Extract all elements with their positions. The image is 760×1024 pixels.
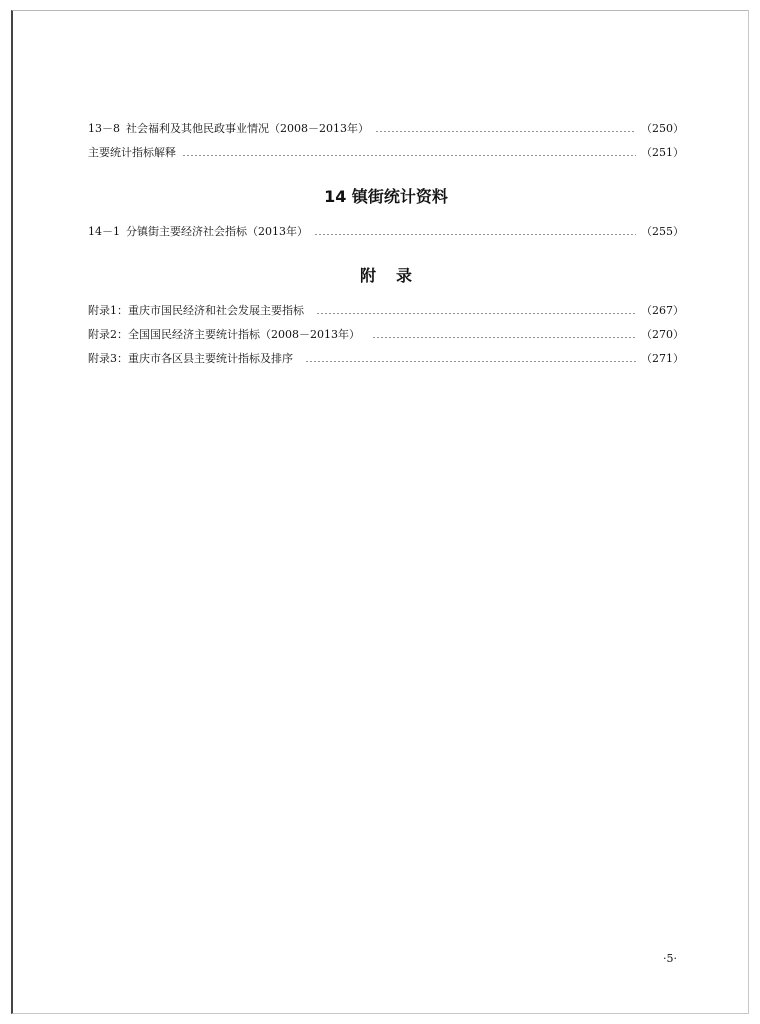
toc-leader-dots <box>375 131 636 132</box>
toc-entry-indicator-explanation[interactable] <box>88 144 684 162</box>
toc-entry-number: 13－8 <box>88 122 120 135</box>
section-14-heading: 14 镇街统计资料 <box>324 187 448 206</box>
toc-leader-dots <box>372 337 636 338</box>
toc-entry-appendix-3[interactable] <box>88 350 684 368</box>
toc-entry-appendix-2[interactable] <box>88 326 684 344</box>
toc-entry-page: （250） <box>641 122 684 135</box>
toc-leader-dots <box>182 155 636 156</box>
toc-entry-page: （255） <box>641 225 684 238</box>
toc-entry-14-1[interactable] <box>88 223 684 241</box>
toc-entry-page: （267） <box>641 304 684 317</box>
toc-leader-dots <box>314 234 636 235</box>
toc-entry-number: 14－1 <box>88 225 120 238</box>
toc-entry-page: （251） <box>641 146 684 159</box>
toc-entry-page: （270） <box>641 328 684 341</box>
toc-entry-appendix-1[interactable] <box>88 302 684 320</box>
toc-entry-title: 附录1：重庆市国民经济和社会发展主要指标 <box>88 304 304 317</box>
toc-entry-title: 社会福利及其他民政事业情况（2008－2013年） <box>126 122 369 135</box>
toc-entry-title: 分镇街主要经济社会指标（2013年） <box>126 225 308 238</box>
toc-leader-dots <box>305 361 636 362</box>
page-number: ·5· <box>663 952 677 965</box>
toc-entry-page: （271） <box>641 352 684 365</box>
toc-leader-dots <box>316 313 636 314</box>
toc-entry-title: 附录3：重庆市各区县主要统计指标及排序 <box>88 352 293 365</box>
toc-entry-title: 主要统计指标解释 <box>88 146 176 159</box>
toc-entry-13-8[interactable] <box>88 120 684 138</box>
appendix-heading: 附录 <box>359 266 432 285</box>
toc-entry-title: 附录2：全国国民经济主要统计指标（2008－2013年） <box>88 328 360 341</box>
